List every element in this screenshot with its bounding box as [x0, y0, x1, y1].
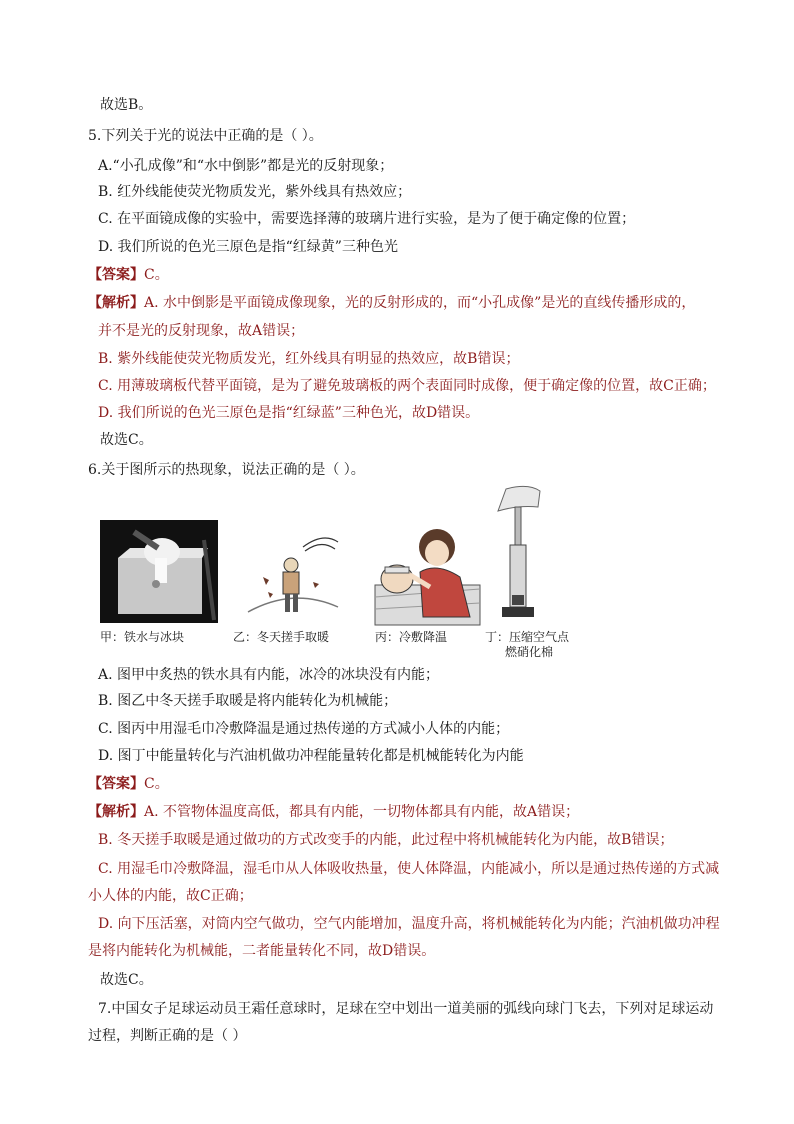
q7-stem-line-2: 过程，判断正确的是（ ）: [88, 1028, 247, 1044]
q5-analysis-line-2: 并不是光的反射现象，故A错误；: [98, 323, 305, 339]
q6-figure-row: [100, 515, 600, 665]
q6-option-b: B. 图乙中冬天搓手取暖是将内能转化为机械能；: [98, 693, 398, 709]
answer-value: C。: [144, 776, 169, 792]
rubbing-hands-image: [243, 527, 343, 623]
q4-conclusion: 故选B。: [100, 97, 153, 113]
iron-water-ice-image: [100, 520, 218, 623]
compressed-air-cotton-image: [488, 485, 550, 625]
q5-analysis-line-3: B. 紫外线能使荧光物质发光，红外线具有明显的热效应，故B错误；: [98, 351, 520, 367]
q5-option-c: C. 在平面镜成像的实验中，需要选择薄的玻璃片进行实验，是为了便于确定像的位置；: [98, 211, 636, 227]
q6-option-d: D. 图丁中能量转化与汽油机做功冲程能量转化都是机械能转化为内能: [98, 748, 524, 764]
q5-analysis-line-4: C. 用薄玻璃板代替平面镜，是为了避免玻璃板的两个表面同时成像，便于确定像的位置，故C正确；: [98, 378, 716, 394]
cold-compress-image: [375, 517, 480, 625]
q6-option-a: A. 图甲中炙热的铁水具有内能，冰冷的冰块没有内能；: [98, 667, 440, 683]
caption-jia: 甲：铁水与冰块: [100, 630, 185, 644]
answer-value: C。: [144, 267, 169, 283]
analysis-tag: 【解析】: [88, 804, 144, 820]
caption-bing: 丙：冷敷降温: [375, 630, 448, 644]
q7-stem-line-1: 7.中国女子足球运动员王霜任意球时，足球在空中划出一道美丽的弧线向球门飞去，下列对足球运动: [98, 1001, 714, 1017]
q6-analysis-line-3: C. 用湿毛巾冷敷降温，湿毛巾从人体吸收热量，使人体降温，内能减小，所以是通过热传递的方式减: [98, 861, 720, 877]
q5-option-a: A.“小孔成像”和“水中倒影”都是光的反射现象；: [98, 158, 394, 174]
q5-stem: 5.下列关于光的说法中正确的是（ ）。: [88, 128, 323, 144]
q5-analysis-line-1: 【解析】A. 水中倒影是平面镜成像现象，光的反射形成的，而“小孔成像”是光的直线传播形成的，: [88, 295, 696, 311]
q6-analysis-line-6: 是将内能转化为机械能，二者能量转化不同，故D错误。: [88, 943, 436, 959]
q6-conclusion: 故选C。: [100, 972, 153, 988]
q5-option-b: B. 红外线能使荧光物质发光，紫外线具有热效应；: [98, 184, 412, 200]
q5-conclusion: 故选C。: [100, 432, 153, 448]
q6-analysis-line-1: 【解析】A. 不管物体温度高低，都具有内能，一切物体都具有内能，故A错误；: [88, 804, 580, 820]
q6-analysis-line-2: B. 冬天搓手取暖是通过做功的方式改变手的内能，此过程中将机械能转化为内能，故B错误；: [98, 832, 674, 848]
q6-analysis-line-4: 小人体的内能，故C正确；: [88, 888, 253, 904]
q6-option-c: C. 图丙中用湿毛巾冷敷降温是通过热传递的方式减小人体的内能；: [98, 721, 510, 737]
q5-analysis-line-5: D. 我们所说的色光三原色是指“红绿蓝”三种色光，故D错误。: [98, 405, 480, 421]
q6-analysis-line-5: D. 向下压活塞，对筒内空气做功，空气内能增加，温度升高，将机械能转化为内能；汽油机做功冲程: [98, 916, 720, 932]
q6-answer: [88, 775, 169, 793]
answer-tag: 【答案】: [88, 267, 144, 283]
caption-ding-line-1: 丁：压缩空气点: [485, 630, 570, 644]
q6-stem: 6.关于图所示的热现象，说法正确的是（ ）。: [88, 462, 365, 478]
caption-yi: 乙：冬天搓手取暖: [233, 630, 330, 644]
q5-answer: [88, 266, 169, 284]
q5-option-d: D. 我们所说的色光三原色是指“红绿黄”三种色光: [98, 239, 398, 255]
answer-tag: 【答案】: [88, 776, 144, 792]
analysis-tag: 【解析】: [88, 295, 144, 311]
caption-ding-line-2: 燃硝化棉: [505, 645, 554, 659]
